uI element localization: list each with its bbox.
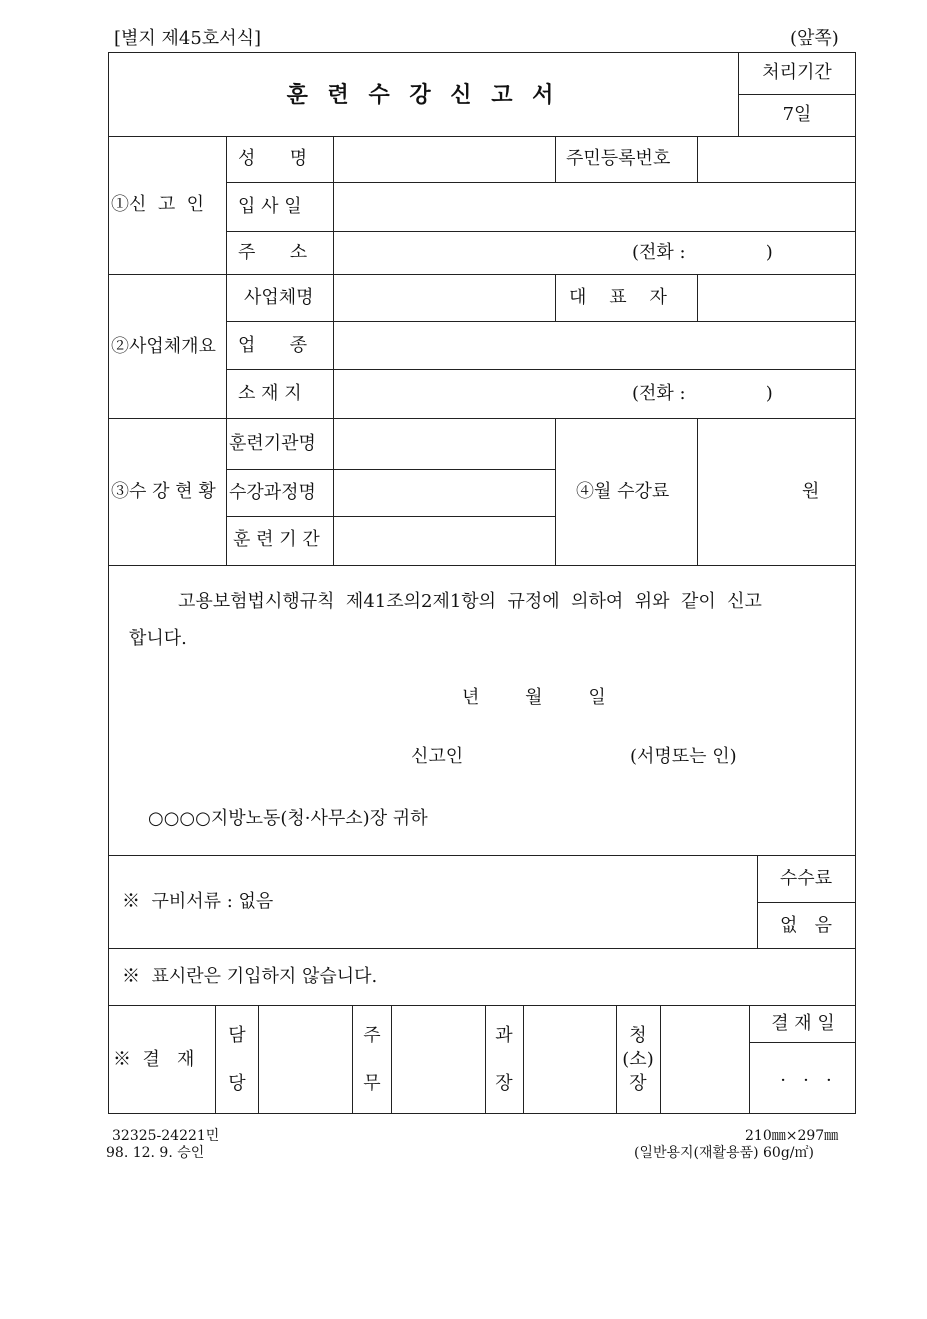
representative-field[interactable] (698, 275, 854, 320)
declaration-line1: 고용보험법시행규칙 제41조의2제1항의 규정에 의하여 위와 같이 신고 (178, 591, 762, 612)
address-field[interactable] (334, 232, 854, 273)
monthly-fee-field[interactable] (698, 419, 854, 564)
course-name-label: 수강과정명 (229, 482, 316, 503)
approval-c1-bottom: 당 (228, 1073, 246, 1094)
join-date-label: 입 사 일 (238, 196, 302, 217)
approval-c3-top: 과 (495, 1025, 513, 1046)
form-number: [별지 제45호서식] (114, 28, 261, 49)
notice-text: ※ 표시란은 기입하지 않습니다. (122, 966, 378, 987)
reporter-sign-label: 신고인 (411, 746, 464, 767)
paper-type: (일반용지(재활용품) 60g/㎡) (634, 1145, 814, 1161)
approval-c3-bottom: 장 (495, 1073, 513, 1094)
join-date-field[interactable] (334, 183, 854, 230)
rrn-field[interactable] (698, 137, 854, 181)
address-label: 주 소 (238, 242, 308, 263)
institution-field[interactable] (334, 419, 554, 468)
industry-field[interactable] (334, 322, 854, 368)
form-code: 32325-24221민 (112, 1128, 220, 1144)
approval-c4-bottom: 장 (629, 1073, 647, 1094)
approval-date-value[interactable]: · · · (780, 1070, 832, 1091)
approval-staff-box[interactable] (259, 1006, 351, 1112)
fee-unit: 원 (802, 481, 820, 502)
fee-header: 수수료 (779, 868, 833, 889)
company-name-label: 사업체명 (244, 287, 314, 308)
course-name-field[interactable] (334, 470, 554, 515)
reporter-phone-label: (전화 : ) (632, 242, 773, 263)
approval-officer-box[interactable] (392, 1006, 484, 1112)
approval-date-note: 98. 12. 9. 승인 (106, 1145, 205, 1161)
approval-section-chief-box[interactable] (524, 1006, 615, 1112)
approval-c1-top: 담 (228, 1025, 246, 1046)
approval-label: ※ 결 재 (113, 1049, 195, 1070)
required-documents: ※ 구비서류 : 없음 (122, 891, 274, 912)
rrn-label: 주민등록번호 (566, 148, 671, 169)
declaration-date: 년 월 일 (462, 687, 606, 708)
approval-c2-bottom: 무 (363, 1073, 381, 1094)
training-period-field[interactable] (334, 517, 554, 564)
location-label: 소 재 지 (238, 383, 302, 404)
declaration-line2: 합니다. (129, 628, 187, 649)
location-field[interactable] (334, 370, 854, 417)
processing-period-value: 7일 (782, 104, 812, 125)
approval-date-label: 결 재 일 (771, 1013, 835, 1034)
name-label: 성 명 (238, 148, 308, 169)
approval-c2-top: 주 (363, 1025, 381, 1046)
approval-c4-top: 청 (629, 1025, 647, 1046)
approval-director-box[interactable] (661, 1006, 748, 1112)
section-reporter-label: ①신 고 인 (111, 194, 205, 215)
company-name-field[interactable] (334, 275, 554, 320)
name-field[interactable] (334, 137, 554, 181)
company-phone-label: (전화 : ) (632, 383, 773, 404)
monthly-fee-label: ④월 수강료 (576, 481, 670, 502)
institution-label: 훈련기관명 (229, 433, 316, 454)
addressee: ○○○○지방노동(청·사무소)장 귀하 (148, 808, 428, 829)
approval-c4-mid: (소) (622, 1049, 654, 1070)
training-period-label: 훈 련 기 간 (233, 529, 320, 550)
fee-value: 없 음 (780, 915, 832, 936)
section-company-label: ②사업체개요 (111, 336, 216, 357)
industry-label: 업 종 (238, 335, 308, 356)
page-side: (앞쪽) (790, 28, 839, 49)
section-course-label: ③수 강 현 황 (111, 481, 216, 502)
processing-period-label: 처리기간 (762, 62, 832, 83)
form-title: 훈 련 수 강 신 고 서 (286, 82, 560, 108)
representative-label: 대 표 자 (569, 287, 667, 308)
signature-label: (서명또는 인) (630, 746, 737, 767)
paper-size: 210㎜×297㎜ (745, 1128, 839, 1144)
